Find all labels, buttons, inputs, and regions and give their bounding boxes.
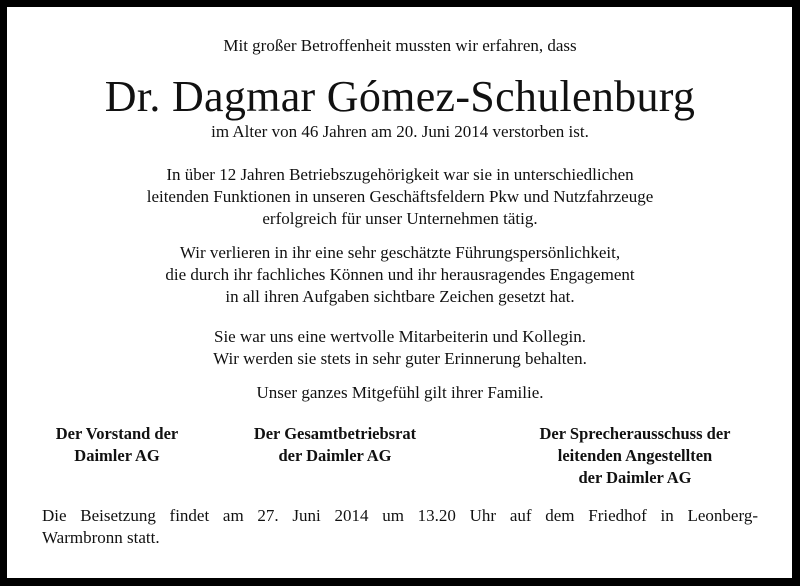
paragraph-line: die durch ihr fachliches Können und ihr herausragendes Engagement [165, 265, 635, 284]
signature-line: der Daimler AG [578, 468, 692, 487]
paragraph-remembrance [0, 326, 800, 370]
paragraph-line: In über 12 Jahren Betriebszugehörigkeit war sie in unterschiedlichen [166, 165, 634, 184]
signature-line: Der Gesamtbetriebsrat [253, 424, 417, 443]
funeral-line: Die Beisetzung findet am 27. Juni 2014 um 13.20 Uhr auf dem Friedhof in Leonberg- [42, 506, 758, 525]
funeral-line: Warmbronn statt. [42, 528, 160, 547]
paragraph-leadership [0, 242, 800, 308]
paragraph-line: leitenden Funktionen in unseren Geschäftsfeldern Pkw und Nutzfahrzeuge [146, 187, 654, 206]
signature-works-council [240, 423, 430, 467]
paragraph-condolence [0, 382, 800, 404]
signature-line: leitenden Angestellten [557, 446, 713, 465]
signature-line: Daimler AG [74, 446, 160, 465]
paragraph-line: erfolgreich für unser Unternehmen tätig. [262, 209, 538, 228]
signature-line: Der Vorstand der [55, 424, 179, 443]
signature-executives-committee [505, 423, 765, 489]
paragraph-line: Wir werden sie stets in sehr guter Erinnerung behalten. [213, 349, 587, 368]
age-date-line: im Alter von 46 Jahren am 20. Juni 2014 verstorben ist. [211, 122, 589, 141]
paragraph-line: Wir verlieren in ihr eine sehr geschätzte Führungspersönlichkeit, [179, 243, 621, 262]
signature-line: Der Sprecherausschuss der [539, 424, 731, 443]
signature-line: der Daimler AG [278, 446, 392, 465]
paragraph-career [0, 164, 800, 230]
paragraph-line: in all ihren Aufgaben sichtbare Zeichen gesetzt hat. [225, 287, 575, 306]
funeral-notice [42, 505, 758, 549]
deceased-name: Dr. Dagmar Gómez-Schulenburg [104, 72, 696, 121]
paragraph-line: Unser ganzes Mitgefühl gilt ihrer Familie. [256, 383, 544, 402]
intro-line: Mit großer Betroffenheit mussten wir erfahren, dass [223, 36, 577, 55]
paragraph-line: Sie war uns eine wertvolle Mitarbeiterin und Kollegin. [213, 327, 587, 346]
signature-board [22, 423, 212, 467]
